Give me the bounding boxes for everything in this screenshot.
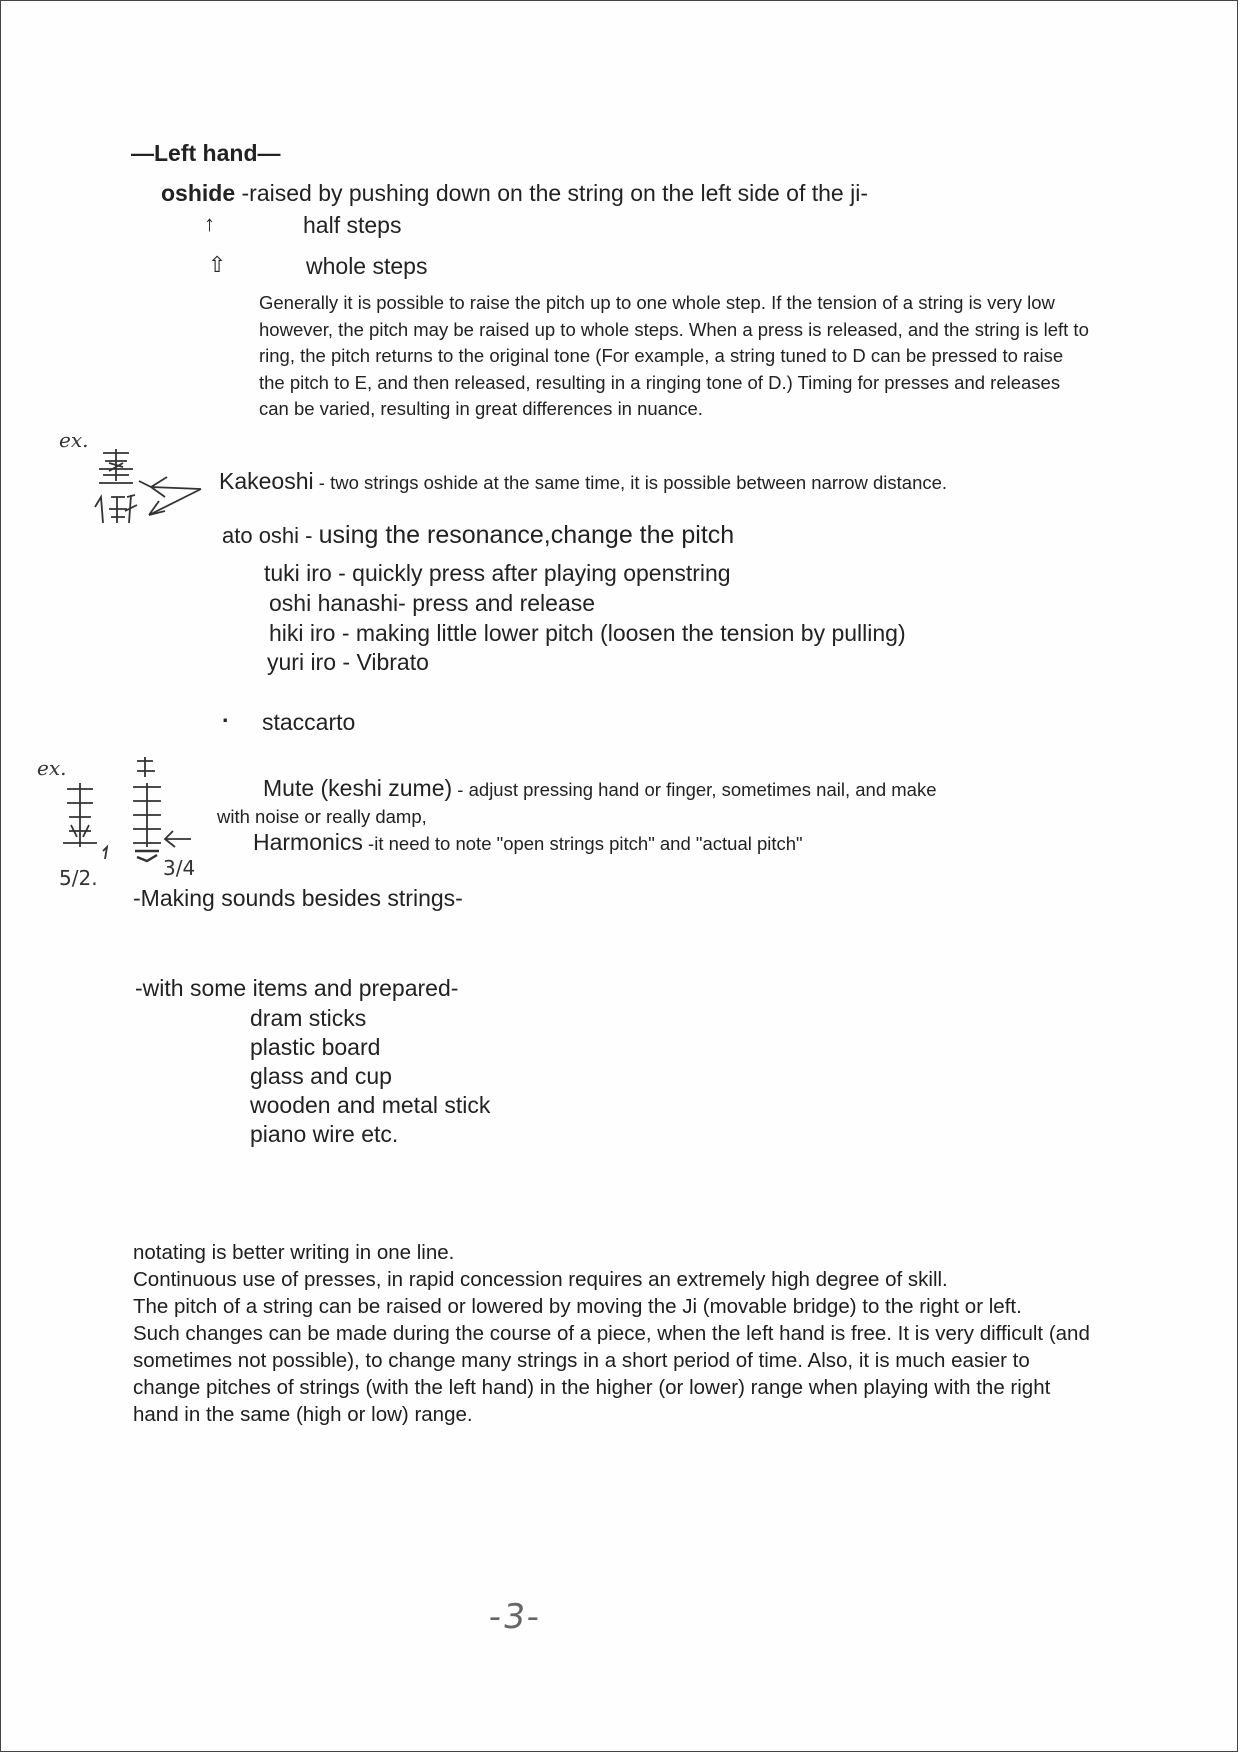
staccato-label: staccarto xyxy=(262,709,356,735)
items-heading: -with some items and prepared- xyxy=(135,975,459,1001)
fraction-3-4: 3/4 xyxy=(163,856,196,880)
section-heading: —Left hand— xyxy=(131,140,281,166)
harmonics-line xyxy=(253,829,803,856)
oshide-term: oshide xyxy=(161,180,236,206)
ex-label-2: ex. xyxy=(37,756,67,780)
item-plastic-board: plastic board xyxy=(250,1034,381,1060)
ato-oshi-term: ato oshi - xyxy=(222,523,319,548)
mute-desc: - adjust pressing hand or finger, sometimes nail, and make xyxy=(452,779,937,800)
making-sounds-heading: -Making sounds besides strings- xyxy=(133,885,463,911)
fraction-5-2: 5/2. xyxy=(59,866,98,890)
bottom-note-4: Such changes can be made during the course of a piece, when the left hand is free. It is very difficult (and sometimes not possible), to change many strings in a short period of time. Also, it is much easier to change pitches of strings (with the left hand) in the higher (or lower) range when playing with the right hand in the same (high or low) range. xyxy=(133,1322,1090,1426)
ato-oshi-line xyxy=(222,521,734,550)
item-piano-wire: piano wire etc. xyxy=(250,1121,399,1147)
handwritten-annotation-2 xyxy=(33,747,233,897)
staccato-bullet: · xyxy=(222,707,230,733)
ex-label-1: ex. xyxy=(59,428,89,452)
bottom-notes xyxy=(133,1239,1098,1428)
harmonics-term: Harmonics xyxy=(253,829,363,855)
technique-yuri-iro: yuri iro - Vibrato xyxy=(267,649,429,675)
technique-tuki-iro: tuki iro - quickly press after playing openstring xyxy=(264,560,731,586)
whole-step-arrow-icon: ⇧ xyxy=(208,252,227,277)
handwritten-kakeoshi-sketch xyxy=(55,423,215,543)
harmonics-desc: -it need to note "open strings pitch" and "actual pitch" xyxy=(362,833,803,854)
kakeoshi-desc: - two strings oshide at the same time, it is possible between narrow distance. xyxy=(313,472,948,493)
half-steps-label: half steps xyxy=(303,212,402,238)
oshide-desc: -raised by pushing down on the string on the left side of the ji- xyxy=(235,180,868,206)
mute-line xyxy=(263,775,937,802)
kakeoshi-term: Kakeoshi xyxy=(219,468,314,494)
item-dram-sticks: dram sticks xyxy=(250,1005,367,1031)
half-step-arrow-icon: ↑ xyxy=(204,211,215,236)
whole-steps-label: whole steps xyxy=(306,253,428,279)
technique-hiki-iro: hiki iro - making little lower pitch (loosen the tension by pulling) xyxy=(269,620,906,646)
technique-oshi-hanashi: oshi hanashi- press and release xyxy=(269,590,596,616)
oshide-paragraph: Generally it is possible to raise the pitch up to one whole step. If the tension of a string is very low however, the pitch may be raised up to whole steps. When a press is released, and the string is left to ring, the pitch returns to the original tone (For example, a string tuned to D can be pressed to raise the pitch to E, and then released, resulting in a ringing tone of D.) Timing for presses and releases can be varied, resulting in great differences in nuance. xyxy=(259,292,1089,420)
ato-oshi-desc: using the resonance,change the pitch xyxy=(318,521,735,549)
oshide-line xyxy=(161,180,868,207)
mute-continuation: with noise or really damp, xyxy=(217,806,427,827)
bottom-note-3: The pitch of a string can be raised or lowered by moving the Ji (movable bridge) to the right or left. xyxy=(133,1295,1022,1318)
item-wooden-metal-stick: wooden and metal stick xyxy=(250,1092,491,1118)
bottom-note-1: notating is better writing in one line. xyxy=(133,1241,455,1264)
handwritten-annotation-1 xyxy=(55,423,215,543)
page-number: -3- xyxy=(486,1597,544,1637)
mute-term: Mute (keshi zume) xyxy=(263,775,453,801)
kakeoshi-line xyxy=(219,468,947,495)
handwritten-harmonics-sketch xyxy=(33,747,233,897)
bottom-note-2: Continuous use of presses, in rapid concession requires an extremely high degree of skill. xyxy=(133,1268,948,1291)
item-glass-and-cup: glass and cup xyxy=(250,1063,392,1089)
